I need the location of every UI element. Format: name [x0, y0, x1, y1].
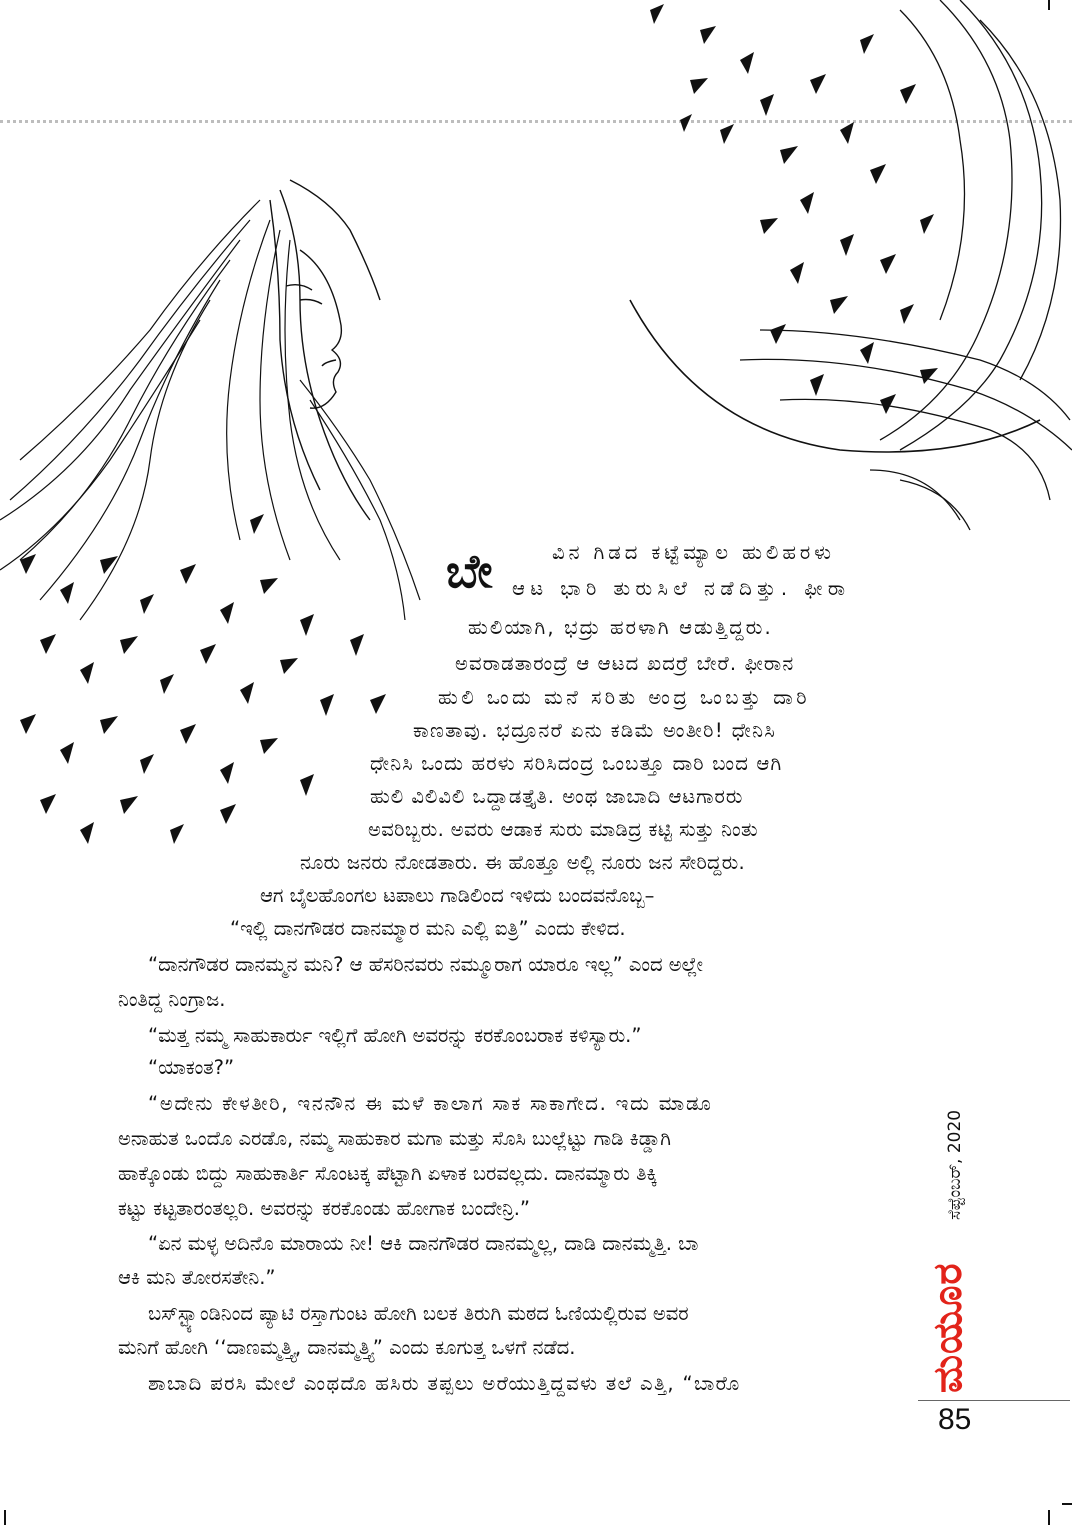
page-number: 85: [938, 1403, 972, 1436]
text-line: ಶಾಬಾದಿ ಪರಸಿ ಮೇಲೆ ಎಂಥದೊ ಹಸಿರು ತಪ್ಪಲು ಅರೆಯುತ್ತಿದ್ದವಳು ತಲೆ ಎತ್ತಿ, “ಬಾರೊ: [148, 1372, 741, 1395]
crop-mark: [1048, 1510, 1050, 1525]
text-line: ಮನಿಗೆ ಹೋಗಿ ‘‘ದಾಣಮ್ಮತ್ತ್ಯಿ, ದಾನಮ್ಮತ್ತ್ಯಿ” ಎಂದು ಕೂಗುತ್ತ ಒಳಗೆ ನಡೆದ.: [118, 1336, 576, 1359]
text-line: ಆಗ ಬೈಲಹೊಂಗಲ ಟಪಾಲು ಗಾಡಿಲಿಂದ ಇಳಿದು ಬಂದವನೊಬ್ಬ–: [260, 884, 655, 907]
text-line: ಬಸ್‌ಸ್ಟ್ಯಾಂಡಿನಿಂದ ಪ್ಯಾಟಿ ರಸ್ತಾಗುಂಟ ಹೋಗಿ ಬಲಕ ತಿರುಗಿ ಮಠದ ಓಣಿಯಲ್ಲಿರುವ ಅವರ: [148, 1302, 689, 1325]
issue-date: ಸೆಪ್ಟೆಂಬರ್, 2020: [945, 1109, 965, 1220]
text-line: ಅನಾಹುತ ಒಂದೊ ಎರಡೊ, ನಮ್ಮ ಸಾಹುಕಾರ ಮಗಾ ಮತ್ತು ಸೊಸಿ ಬುಲ್ಲೆಟ್ಟು ಗಾಡಿ ಕಿಡ್ಡಾಗಿ: [118, 1127, 671, 1150]
hair-strands-left: [0, 200, 420, 620]
text-line: ಅವರಾಡತಾರಂದ್ರೆ ಆ ಆಟದ ಖದರ್ರೆ ಬೇರೆ. ಫೀರಾನ: [455, 652, 795, 675]
text-line: ಅವರಿಬ್ಬರು. ಅವರು ಆಡಾಕ ಸುರು ಮಾಡಿದ್ರ ಕಟ್ಟಿ ಸುತ್ತು ನಿಂತು: [368, 818, 758, 841]
text-line: “ಏನ ಮಳ್ಳ ಅದಿನೊ ಮಾರಾಯ ನೀ! ಆಕಿ ದಾನಗೌಡರ ದಾನಮ್ಮಲ್ಲ, ದಾಡಿ ದಾನಮ್ಮತ್ತಿ. ಬಾ: [148, 1232, 699, 1255]
text-line: ಕಾಣತಾವು. ಭದ್ರೂನರೆ ಏನು ಕಡಿಮೆ ಅಂತೀರಿ! ಧೇನಿಸಿ: [413, 719, 777, 742]
leaf-marks-right: [650, 4, 938, 414]
text-line: ಹುಲಿ ವಿಲಿವಿಲಿ ಒದ್ದಾಡತ್ತೈತಿ. ಅಂಥ ಜಾಬಾದಿ ಆಟಗಾರರು: [370, 785, 744, 808]
crop-mark: [1062, 1503, 1072, 1505]
text-line: “ಇಲ್ಲಿ ದಾನಗೌಡರ ದಾನಮ್ಮಾರ ಮನಿ ಎಲ್ಲಿ ಐತ್ರಿ” ಎಂದು ಕೇಳಿದ.: [230, 917, 626, 940]
text-line: ಹುಲಿ ಒಂದು ಮನೆ ಸರಿತು ಅಂದ್ರ ಒಂಬತ್ತು ದಾರಿ: [438, 686, 811, 709]
drop-cap: ಬೇ: [446, 544, 493, 598]
text-line: “ಅದೇನು ಕೇಳತೀರಿ, ಇನನೌನ ಈ ಮಳೆ ಕಾಲಾಗ ಸಾಕ ಸಾಕಾಗೇದ. ಇದು ಮಾಡೂ: [148, 1092, 713, 1115]
folio-rule: [918, 1400, 1070, 1401]
text-line: ಹುಲಿಯಾಗಿ, ಭದ್ರು ಹರಳಾಗಿ ಆಡುತ್ತಿದ್ದರು.: [468, 616, 773, 639]
text-line: ಹಾಕ್ಕೊಂಡು ಬಿದ್ದು ಸಾಹುಕಾರ್ತಿ ಸೊಂಟಕ್ಕ ಪೆಟ್ಟಾಗಿ ಏಳಾಕ ಬರವಲ್ಲದು. ದಾನಮ್ಮಾರು ತಿಕ್ಕಿ: [118, 1162, 658, 1185]
text-line: ಆಟ ಭಾರಿ ತುರುಸಿಲೆ ನಡೆದಿತ್ತು. ಫೀರಾ: [512, 577, 851, 600]
text-line: ವಿನ ಗಿಡದ ಕಟ್ಟೆಮ್ಯಾಲ ಹುಲಿಹರಳು: [552, 541, 835, 564]
text-line: “ಮತ್ತ ನಮ್ಮ ಸಾಹುಕಾರ್ರು ಇಲ್ಲಿಗೆ ಹೋಗಿ ಅವರನ್ನು ಕರಕೊಂಬರಾಕ ಕಳಿಸ್ಯಾರು.”: [148, 1024, 642, 1047]
text-line: “ಯಾಕಂತ?”: [148, 1056, 235, 1079]
text-line: ಕಟ್ಟು ಕಟ್ಟತಾರಂತಲ್ಲರಿ. ಅವರನ್ನು ಕರಕೊಂಡು ಹೋಗಾಕ ಬಂದೇನ್ರಿ.”: [118, 1197, 531, 1220]
leaf-marks-left: [20, 514, 386, 844]
text-line: ಧೇನಿಸಿ ಒಂದು ಹರಳು ಸರಿಸಿದಂದ್ರ ಒಂಬತ್ತೂ ದಾರಿ ಬಂದ ಆಗಿ: [370, 752, 783, 775]
crop-mark: [4, 1510, 6, 1525]
text-line: ನೂರು ಜನರು ನೋಡತಾರು. ಈ ಹೊತ್ತೂ ಅಲ್ಲಿ ನೂರು ಜನ ಸೇರಿದ್ದರು.: [300, 851, 746, 874]
magazine-logo: ಮಯೂರ: [925, 1262, 971, 1393]
hair-strands-right: [740, 0, 1072, 530]
moon-arc: [630, 300, 1040, 452]
text-line: “ದಾನಗೌಡರ ದಾನಮ್ಮನ ಮನಿ? ಆ ಹೆಸರಿನವರು ನಮ್ಮೂರಾಗ ಯಾರೂ ಇಲ್ಲ” ಎಂದ ಅಲ್ಲೇ: [148, 953, 703, 976]
text-line: ನಿಂತಿದ್ದ ನಿಂಗ್ರಾಜ.: [118, 988, 226, 1011]
text-line: ಆಕಿ ಮನಿ ತೋರಸತೇನಿ.”: [118, 1266, 276, 1289]
